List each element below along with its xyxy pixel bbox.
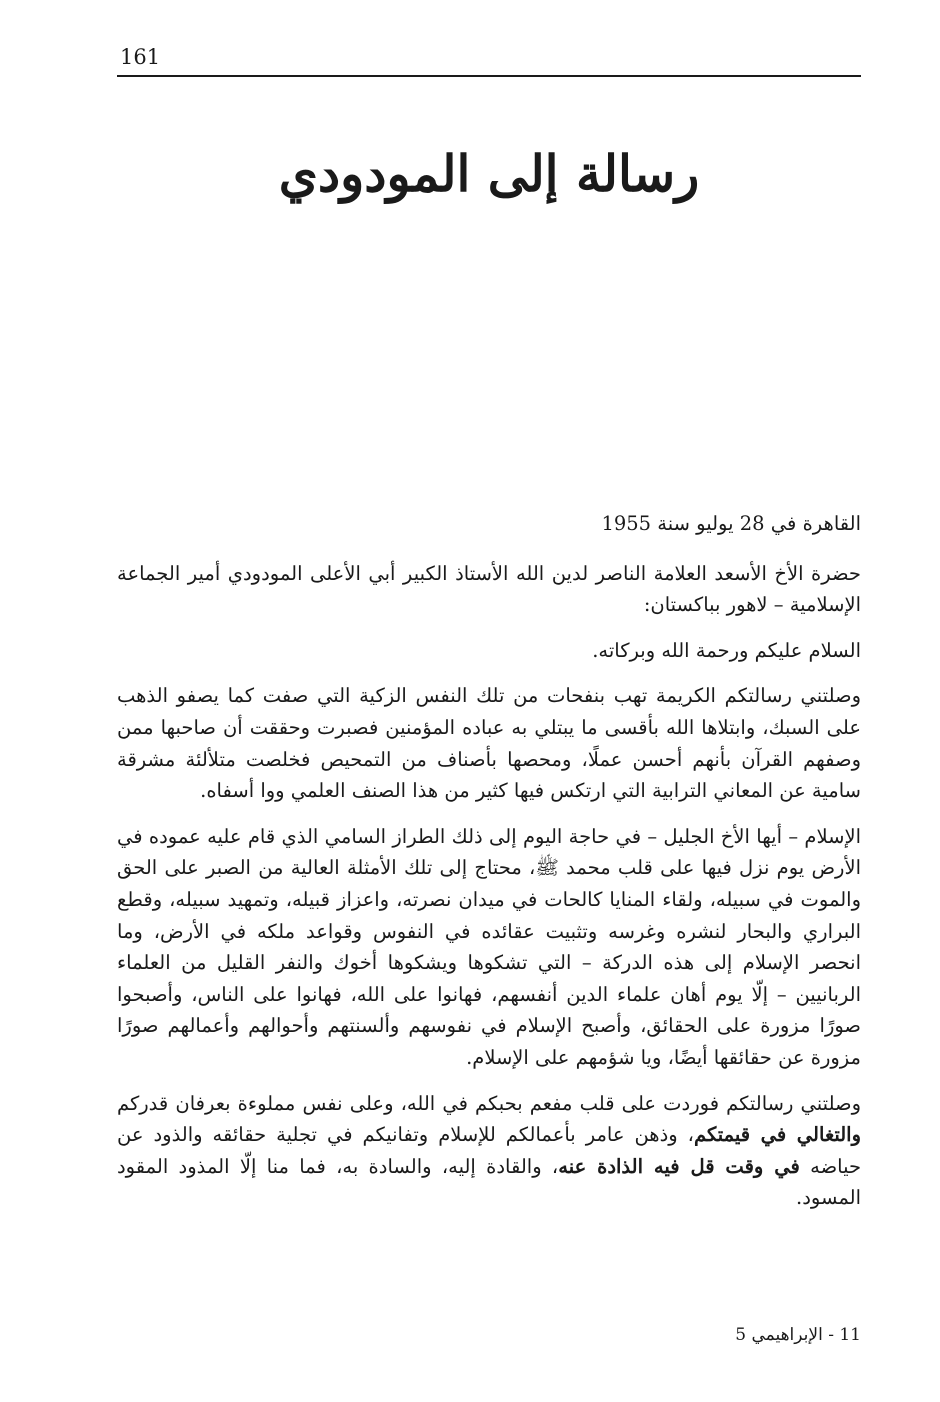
paragraph-2: الإسلام – أيها الأخ الجليل – في حاجة اليوم إلى ذلك الطراز السامي الذي قام عليه عموده في الأرض يوم نزل فيها على قلب محمد ﷺ، محتاج إلى تلك الأمثلة العالية من الصبر على الحق والموت في سبيله، ولقاء المنايا كالحات في ميدان نصرته، واعزاز قبيله، وتمهيد سبيله، وقطع البراري والبحار لنشره وغرسه وتثبيت عقائده في النفوس وقواعد ملكه في الأرض، وما انحصر الإسلام إلى هذه الدركة – التي تشكوها ويشكوها أخوك والنفر القليل من العلماء الربانيين – إلّا يوم أهان علماء الدين أنفسهم، فهانوا على الله، فهانوا على الناس، وأصبحوا صورًا مزورة على الحقائق، وأصبح الإسلام في نفوسهم وألسنتهم وأحوالهم وأعمالهم صورًا مزورة عن حقائقها أيضًا، ويا شؤمهم على الإسلام. (117, 824, 861, 1069)
greeting: السلام عليكم ورحمة الله وبركاته. (592, 638, 861, 662)
chapter-title: رسالة إلى المودودي (278, 143, 700, 203)
footer-signature: 11 - الإبراهيمي 5 (735, 1325, 861, 1345)
addressee: حضرة الأخ الأسعد العلامة الناصر لدين الله الأستاذ الكبير أبي الأعلى المودودي أمير الجماعة الإسلامية – لاهور بباكستان: (117, 561, 861, 617)
paragraph-3 (117, 1088, 861, 1214)
paragraph-3-bold-phrase-2: في وقت قل فيه الذادة عنه (558, 1154, 800, 1178)
paragraph-3-middle: ، وذهن عامر بأعمالكم للإسلام وتفانيكم في تجلية حقائقه والذود عن حياضه (117, 1123, 862, 1178)
date-line: القاهرة في 28 يوليو سنة 1955 (601, 512, 861, 535)
paragraph-3-bold-phrase-1: والتغالي في قيمتكم (693, 1123, 862, 1147)
letter-body (117, 508, 861, 1214)
header-rule (117, 75, 861, 77)
paragraph-3-start: وصلتني رسالتكم فوردت على قلب مفعم بحبكم في الله، وعلى نفس مملوءة بعرفان قدركم (117, 1091, 862, 1115)
page-number: 161 (120, 45, 161, 69)
paragraph-3-end: ، والقادة إليه، والسادة به، فما منا إلّا المذود المقود المسود. (117, 1154, 861, 1210)
paragraph-1: وصلتني رسالتكم الكريمة تهب بنفحات من تلك النفس الزكية التي صفت كما يصفو الذهب على السبك، وابتلاها الله بأقسى ما يبتلي به عباده المؤمنين فصبرت وحققت أن صاحبها ممن وصفهم القرآن بأنهم أحسن عملًا، ومحصها بأصناف من التمحيص فخلصت متلألئة مشرقة سامية عن المعاني الترابية التي ارتكس فيها كثير من هذا الصنف العلمي ووا أسفاه. (117, 684, 861, 803)
